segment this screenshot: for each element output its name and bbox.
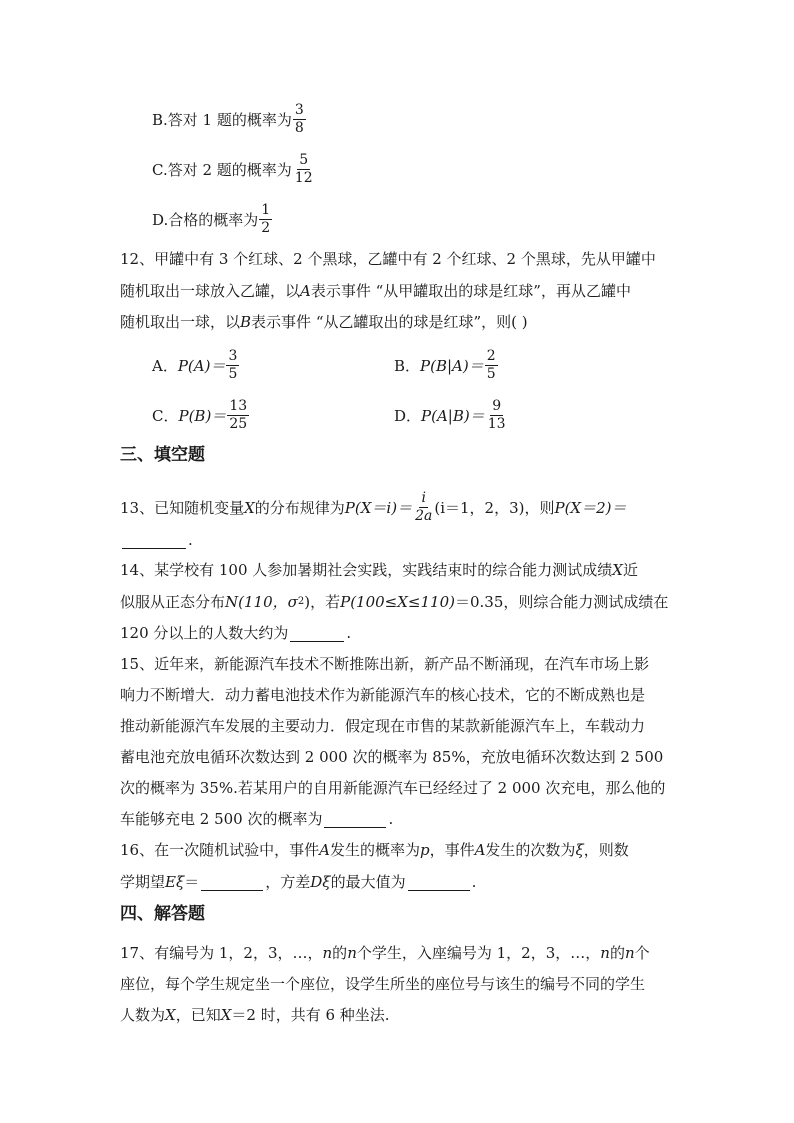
answer-blank[interactable] <box>290 625 344 642</box>
text: 12、甲罐中有 3 个红球、2 个黑球，乙罐中有 2 个红球、2 个黑球，先从甲罐中 <box>120 250 656 268</box>
q12-option-b <box>394 348 498 383</box>
variable: Dξ <box>310 873 331 891</box>
text: ，则数 <box>583 841 629 859</box>
variable: n <box>600 944 610 962</box>
expression: P(B|A)＝ <box>420 356 484 375</box>
q12-option-a <box>152 348 239 383</box>
q12-line-3 <box>120 312 528 332</box>
numerator: 3 <box>228 348 238 364</box>
section-heading-solve: 四、解答题 <box>120 904 205 924</box>
text: 蓄电池充放电循环次数达到 2 000 次的概率为 85%，充放电循环次数达到 2 500 <box>120 748 664 766</box>
q17-line-1 <box>120 943 650 963</box>
text: 人数为 <box>120 1006 166 1024</box>
text: 14、某学校有 100 人参加暑期社会实践，实践结束时的综合能力测试成绩 <box>120 561 613 579</box>
text: 随机取出一球放入乙罐，以 <box>120 282 301 300</box>
text: 发生的概率为 <box>329 841 420 859</box>
text: 个 <box>634 944 650 962</box>
q15-line-5 <box>120 778 665 798</box>
q11-option-d <box>152 202 272 237</box>
expression: P(100≤X≤110) <box>340 593 455 611</box>
q11-option-b <box>152 102 306 137</box>
variable: n <box>624 944 635 962</box>
q16-line-1 <box>120 840 629 860</box>
option-label: D． <box>394 406 422 425</box>
text: 15、近年来，新能源汽车技术不断推陈出新，新产品不断涌现，在汽车市场上影 <box>120 655 650 673</box>
answer-blank-expectation[interactable] <box>201 874 263 891</box>
text: . <box>388 810 394 828</box>
variable: B <box>240 313 252 331</box>
variable: X <box>244 498 255 517</box>
expression: P(A)＝ <box>177 356 226 375</box>
text: ，事件 <box>429 841 475 859</box>
numerator: 9 <box>492 398 502 414</box>
text: ＝2 时，共有 6 种坐法. <box>231 1006 390 1024</box>
option-label: B． <box>394 356 421 375</box>
option-text: D.合格的概率为 <box>152 210 259 229</box>
fraction <box>413 490 434 525</box>
variable: A <box>474 841 486 859</box>
q14-line-1 <box>120 560 638 580</box>
expression: P(A|B)＝ <box>421 406 485 425</box>
fraction <box>293 152 315 187</box>
text: 的 <box>332 944 348 962</box>
q14-line-3 <box>120 623 351 643</box>
text: ＝0.35，则综合能力测试成绩在 <box>454 593 669 611</box>
numerator: 1 <box>261 202 271 218</box>
numerator: 3 <box>294 102 304 118</box>
option-text: B.答对 1 题的概率为 <box>152 110 292 129</box>
q15-line-6 <box>120 809 393 829</box>
fraction <box>227 398 249 433</box>
section-heading-fill-blank: 三、填空题 <box>120 445 205 465</box>
text: 16、在一次随机试验中，事件 <box>120 841 320 859</box>
text: ，已知 <box>175 1006 221 1024</box>
q13-line-2 <box>120 530 193 550</box>
text: 表示事件 “从甲罐取出的球是红球”，再从乙罐中 <box>310 282 631 300</box>
variable: ξ <box>575 841 584 859</box>
q11-option-c <box>152 152 315 187</box>
numerator: 5 <box>299 152 309 168</box>
variable: X <box>165 1006 176 1024</box>
expression: P(B)＝ <box>178 406 227 425</box>
text: 随机取出一球，以 <box>120 313 241 331</box>
fraction <box>259 202 272 237</box>
text: 响力不断增大．动力蓄电池技术作为新能源汽车的核心技术，它的不断成熟也是 <box>120 686 646 704</box>
text: 表示事件 “从乙罐取出的球是红球”，则( ) <box>251 313 528 331</box>
variable: X <box>220 1006 232 1024</box>
fraction <box>226 348 239 383</box>
text: ，方差 <box>265 873 311 891</box>
text: . <box>471 873 477 891</box>
variable: A <box>319 841 330 859</box>
answer-blank[interactable] <box>122 532 186 549</box>
denominator: 2 <box>261 220 271 236</box>
q12-line-2 <box>120 281 631 301</box>
denominator: 12 <box>294 170 313 186</box>
q16-line-2 <box>120 872 476 892</box>
numerator: 13 <box>229 398 248 414</box>
option-text: C.答对 2 题的概率为 <box>152 160 292 179</box>
denominator: 13 <box>487 416 506 432</box>
text: 的最大值为 <box>330 873 406 891</box>
text: 120 分以上的人数大约为 <box>120 624 289 642</box>
variable: Eξ <box>165 873 185 891</box>
text: 车能够充电 2 500 次的概率为 <box>120 810 323 828</box>
text: 13、已知随机变量 <box>120 498 245 517</box>
denominator: 2a <box>415 508 433 524</box>
fraction <box>485 348 498 383</box>
text: 学期望 <box>120 873 166 891</box>
text: 个学生，入座编号为 1，2，3，…， <box>356 944 601 962</box>
text: 座位，每个学生规定坐一个座位，设学生所坐的座位号与该生的编号不同的学生 <box>120 975 646 993</box>
text: 发生的次数为 <box>485 841 576 859</box>
text: 近 <box>622 561 638 579</box>
expression: P(X＝2)＝ <box>554 498 627 517</box>
denominator: 25 <box>229 416 248 432</box>
denominator: 5 <box>228 366 238 382</box>
option-label: C． <box>152 406 179 425</box>
variable: A <box>300 282 311 300</box>
expression: N(110，σ <box>225 593 298 611</box>
text: 次的概率为 35%.若某用户的自用新能源汽车已经经过了 2 000 次充电，那么他的 <box>120 779 666 797</box>
denominator: 5 <box>486 366 496 382</box>
variable: n <box>347 944 357 962</box>
q12-option-c <box>152 398 249 433</box>
option-label: A． <box>152 356 178 375</box>
q15-line-2 <box>120 685 645 705</box>
expression: P(X＝i)＝ <box>344 498 413 517</box>
q12-option-d <box>394 398 508 433</box>
variable: n <box>322 944 333 962</box>
q12-line-1 <box>120 249 656 269</box>
variable: X <box>612 561 623 579</box>
text: ＝ <box>184 873 200 891</box>
text: . <box>188 531 193 549</box>
q15-line-3 <box>120 716 645 736</box>
fraction <box>293 102 306 137</box>
text: 推动新能源汽车发展的主要动力．假定现在市售的某款新能源汽车上，车载动力 <box>120 717 646 735</box>
text: )，若 <box>304 593 341 611</box>
fraction <box>486 398 508 433</box>
text: (i＝1，2，3)，则 <box>434 498 555 517</box>
denominator: 8 <box>294 120 304 136</box>
q13-line-1 <box>120 490 627 525</box>
q17-line-2 <box>120 974 645 994</box>
text: 17、有编号为 1，2，3，…， <box>120 944 323 962</box>
text: 似服从正态分布 <box>120 593 226 611</box>
variable: p <box>419 841 430 859</box>
q14-line-2: 似服从正态分布 N(110，σ 2 )，若 P(100≤X≤110) ＝0.35，则综合能力测试成绩在 <box>120 593 669 611</box>
answer-blank[interactable] <box>324 811 386 828</box>
q15-line-4 <box>120 747 663 767</box>
q15-line-1 <box>120 654 649 674</box>
text: 的分布规律为 <box>254 498 345 517</box>
numerator: 2 <box>486 348 496 364</box>
text: 的 <box>609 944 625 962</box>
numerator: i <box>421 490 426 506</box>
text: . <box>346 624 352 642</box>
answer-blank-variance[interactable] <box>408 874 470 891</box>
q17-line-3 <box>120 1005 390 1025</box>
